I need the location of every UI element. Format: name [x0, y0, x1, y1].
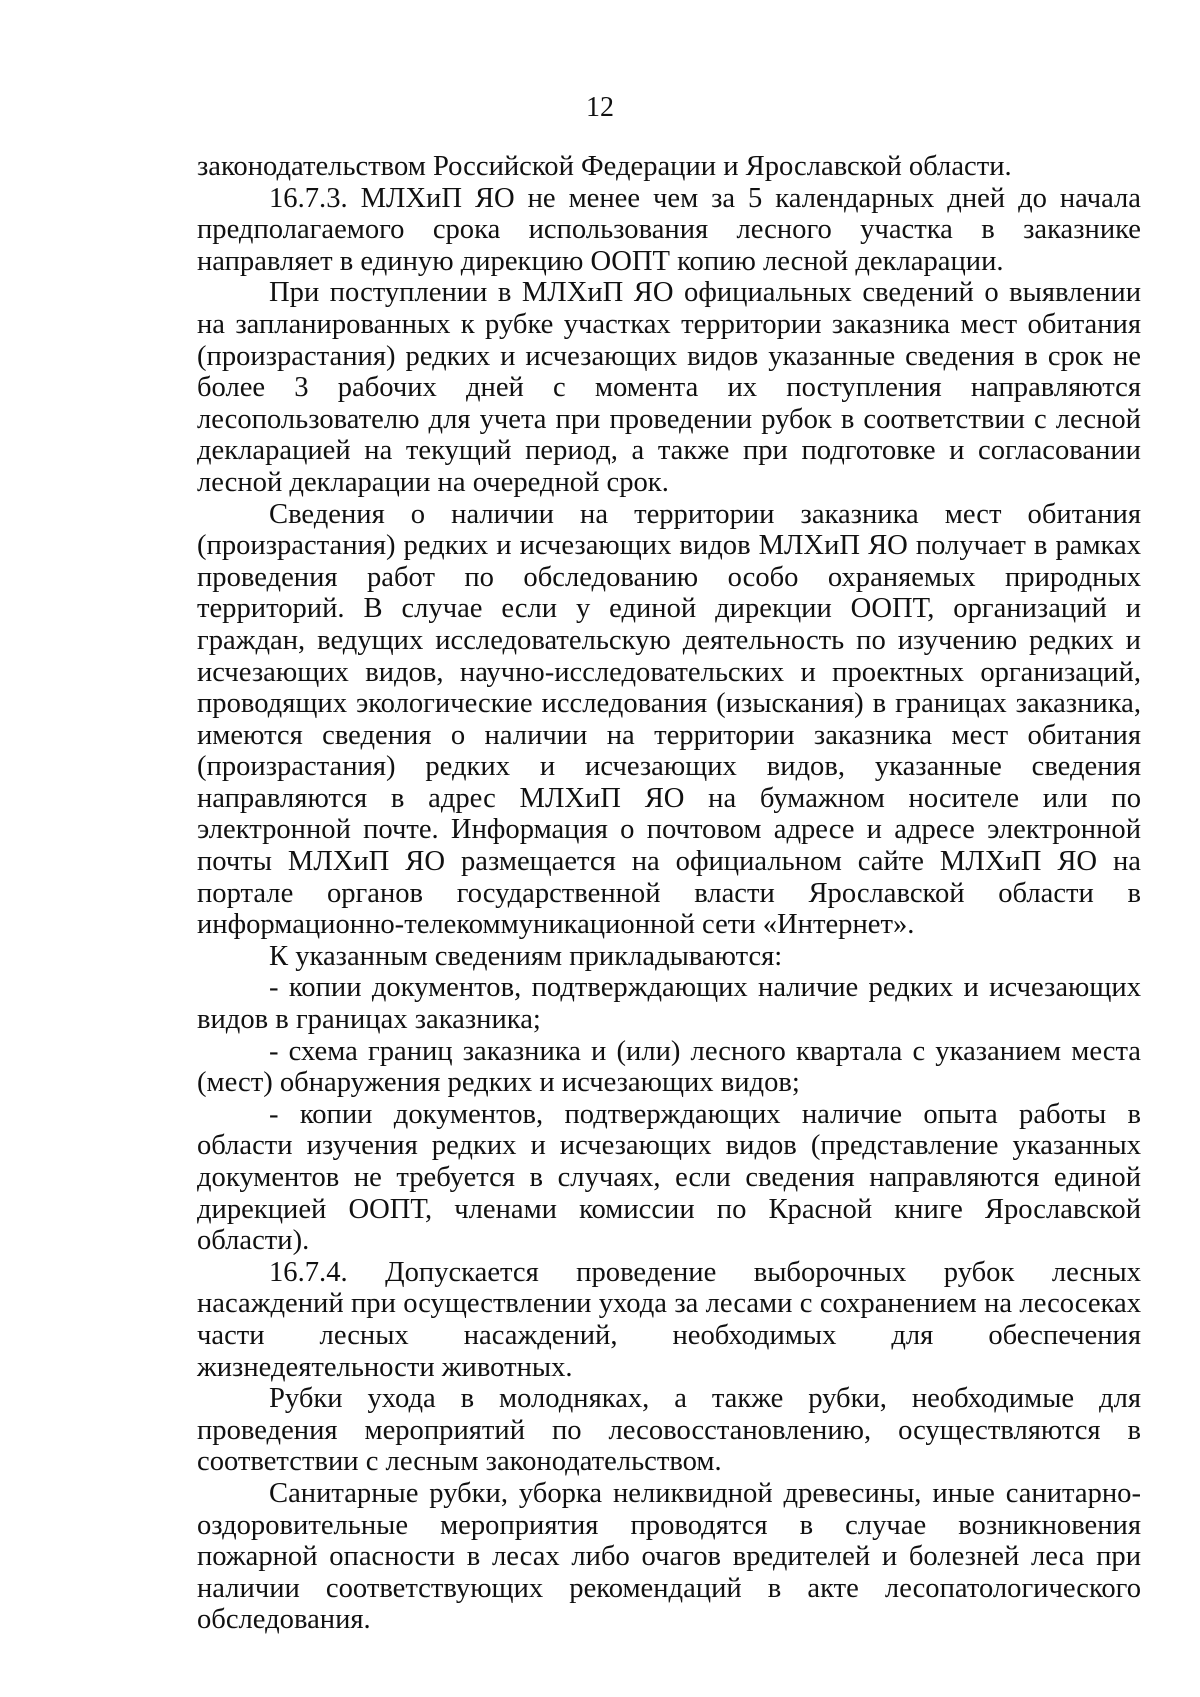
paragraph: 16.7.3. МЛХиП ЯО не менее чем за 5 календарных дней до начала предполагаемого срока использования лесного участка в заказнике направляет в единую дирекцию ООПТ копию лесной декларации.	[197, 182, 1141, 277]
list-item: - схема границ заказника и (или) лесного квартала с указанием места (мест) обнаружения редких и исчезающих видов;	[197, 1035, 1141, 1099]
paragraph: Рубки ухода в молодняках, а также рубки, необходимые для проведения мероприятий по лесовосстановлению, осуществляются в соответствии с лесным законодательством.	[197, 1383, 1141, 1478]
list-item: - копии документов, подтверждающих наличие редких и исчезающих видов в границах заказника;	[197, 972, 1141, 1036]
paragraph: 16.7.4. Допускается проведение выборочных рубок лесных насаждений при осуществлении ухода за лесами с сохранением на лесосеках части лесных насаждений, необходимых для обеспечения жизнедеятельности животных.	[197, 1256, 1141, 1383]
paragraph: К указанным сведениям прикладываются:	[269, 940, 783, 972]
paragraph: Сведения о наличии на территории заказника мест обитания (произрастания) редких и исчезающих видов МЛХиП ЯО получает в рамках проведения работ по обследованию особо охраняемых природных территорий. В случае если у единой дирекции ООПТ, организаций и граждан, ведущих исследовательскую деятельность по изучению редких и исчезающих видов, научно-исследовательских и проектных организаций, проводящих экологические исследования (изыскания) в границах заказника, имеются сведения о наличии на территории заказника мест обитания (произрастания) редких и исчезающих видов, указанные сведения направляются в адрес МЛХиП ЯО на бумажном носителе или по электронной почте. Информация о почтовом адресе и адресе электронной почты МЛХиП ЯО размещается на официальном сайте МЛХиП ЯО на портале органов государственной власти Ярославской области в информационно-телекоммуникационной сети «Интернет».	[197, 498, 1141, 941]
page-number: 12	[586, 92, 614, 123]
paragraph: При поступлении в МЛХиП ЯО официальных сведений о выявлении на запланированных к рубке участках территории заказника мест обитания (произрастания) редких и исчезающих видов указанные сведения в срок не более 3 рабочих дней с момента их поступления направляются лесопользователю для учета при проведении рубок в соответствии с лесной декларацией на текущий период, а также при подготовке и согласовании лесной декларации на очередной срок.	[197, 277, 1141, 498]
paragraph: Санитарные рубки, уборка неликвидной древесины, иные санитарно-оздоровительные мероприятия проводятся в случае возникновения пожарной опасности в лесах либо очагов вредителей и болезней леса при наличии соответствующих рекомендаций в акте лесопатологического обследования.	[197, 1477, 1141, 1636]
list-item: - копии документов, подтверждающих наличие опыта работы в области изучения редких и исчезающих видов (представление указанных документов не требуется в случаях, если сведения направляются единой дирекцией ООПТ, членами комиссии по Красной книге Ярославской области).	[197, 1098, 1141, 1257]
document-body	[197, 151, 1141, 1636]
paragraph: законодательством Российской Федерации и Ярославской области.	[197, 151, 1012, 182]
